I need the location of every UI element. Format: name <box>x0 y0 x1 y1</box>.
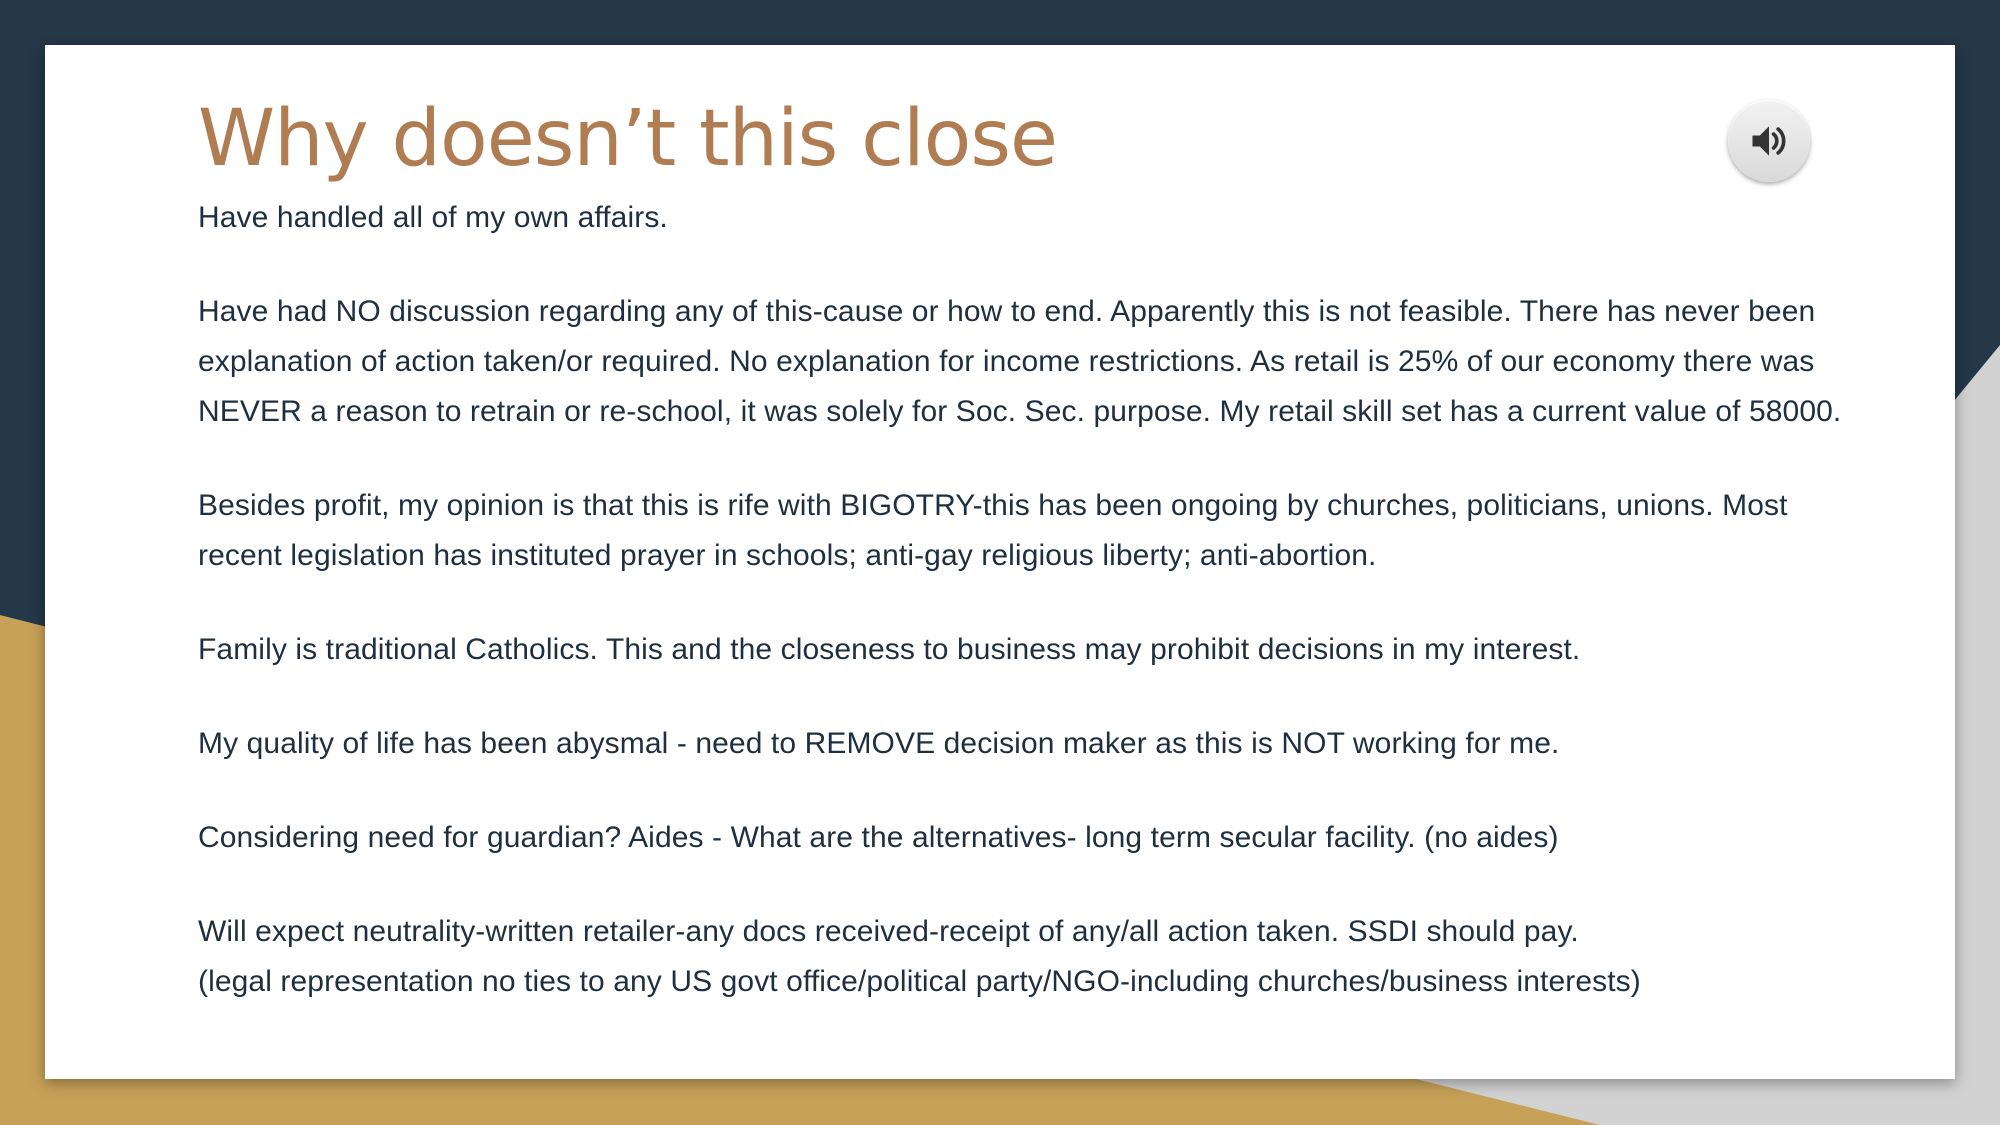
slide-body <box>198 193 1858 1007</box>
slide-content <box>45 45 1955 1079</box>
speaker-icon <box>1747 119 1791 163</box>
paragraph-guardian: Considering need for guardian? Aides - What are the alternatives- long term secular facility. (no aides) <box>198 821 1559 854</box>
paragraph-bigotry: Besides profit, my opinion is that this is rife with BIGOTRY-this has been ongoing by churches, politicians, unions. Most recent legislation has instituted prayer in schools; anti-gay religious liberty; anti-abortion. <box>198 489 1788 572</box>
paragraph-affairs: Have handled all of my own affairs. <box>198 201 668 234</box>
paragraph-family: Family is traditional Catholics. This and the closeness to business may prohibit decisions in my interest. <box>198 633 1581 666</box>
paragraph-neutrality: Will expect neutrality-written retailer-any docs received-receipt of any/all action taken. SSDI should pay. (legal representation no ties to any US govt office/political party/NGO-including churches/business interests) <box>198 915 1641 998</box>
paragraph-quality-of-life: My quality of life has been abysmal - need to REMOVE decision maker as this is NOT working for me. <box>198 727 1560 760</box>
audio-button[interactable] <box>1728 100 1810 182</box>
slide-title: Why doesn’t this close <box>198 94 1058 184</box>
paragraph-discussion: Have had NO discussion regarding any of this-cause or how to end. Apparently this is not feasible. There has never been explanation of action taken/or required. No explanation for income restrictions. As retail is 25% of our economy there was NEVER a reason to retrain or re-school, it was solely for Soc. Sec. purpose. My retail skill set has a current value of 58000. <box>198 295 1842 428</box>
